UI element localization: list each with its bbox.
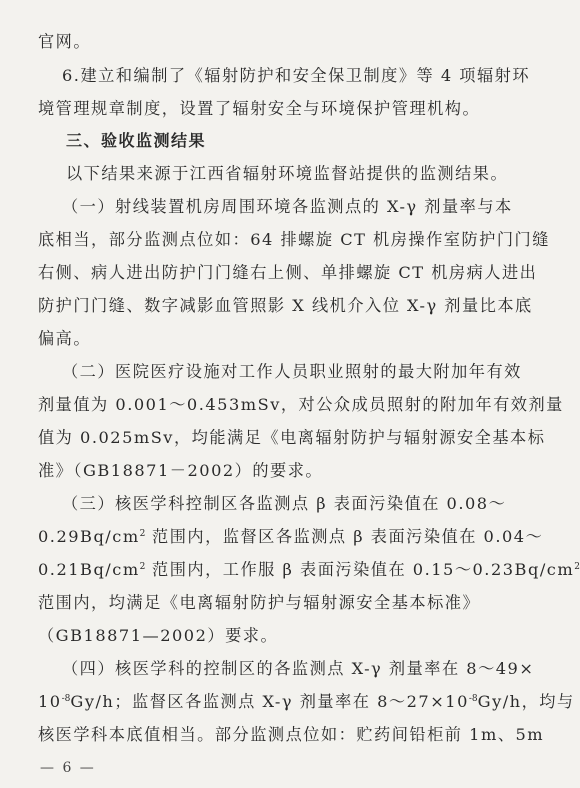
superscript: -8: [61, 694, 71, 704]
text-line: 准》（GB18871－2002）的要求。: [38, 461, 324, 480]
text-line: 境管理规章制度，设置了辐射安全与环境保护管理机构。: [38, 99, 481, 118]
text-line: 剂量值为 0.001～0.453mSv，对公众成员照射的附加年有效剂量: [38, 395, 564, 414]
section-heading: 三、验收监测结果: [66, 131, 207, 150]
text-segment: 范围内，工作服 β 表面污染值在 0.15～0.23Bq/cm: [145, 560, 575, 579]
text-line: 值为 0.025mSv，均能满足《电离辐射防护与辐射源安全基本标: [38, 428, 546, 447]
text-line: [38, 562, 580, 578]
superscript: 2: [574, 562, 580, 572]
text-line: 底相当，部分监测点位如：64 排螺旋 CT 机房操作室防护门门缝: [38, 230, 550, 249]
superscript: 2: [139, 562, 146, 572]
text-line: 范围内，均满足《电离辐射防护与辐射源安全基本标准》: [38, 593, 481, 612]
text-segment: Gy/h；监督区各监测点 X-γ 剂量率在 8～27×10: [70, 692, 469, 711]
text-line: 防护门门缝、数字减影血管照影 X 线机介入位 X-γ 剂量比本底: [38, 296, 533, 315]
text-line: 右侧、病人进出防护门门缝右上侧、单排螺旋 CT 机房病人进出: [38, 263, 538, 282]
text-line: [38, 694, 575, 710]
text-line: （二）医院医疗设施对工作人员职业照射的最大附加年有效: [62, 362, 522, 381]
text-segment: 10: [38, 692, 62, 711]
text-line: 6.建立和编制了《辐射防护和安全保卫制度》等 4 项辐射环: [62, 66, 531, 85]
text-line: （四）核医学科的控制区的各监测点 X-γ 剂量率在 8～49×: [62, 659, 535, 678]
text-line: （GB18871—2002）要求。: [38, 626, 279, 645]
text-segment: 0.21Bq/cm: [38, 560, 140, 579]
text-line: [38, 529, 543, 545]
text-line: 核医学科本底值相当。部分监测点位如：贮药间铅柜前 1m、5m: [38, 725, 545, 744]
text-line: （一）射线装置机房周围环境各监测点的 X-γ 剂量率与本: [62, 197, 513, 216]
text-line: 偏高。: [38, 329, 92, 348]
text-segment: 范围内，监督区各监测点 β 表面污染值在 0.04～: [145, 527, 544, 546]
text-line: （三）核医学科控制区各监测点 β 表面污染值在 0.08～: [62, 494, 507, 513]
text-segment: 0.29Bq/cm: [38, 527, 140, 546]
text-line: 官网。: [38, 32, 92, 51]
superscript: -8: [468, 694, 478, 704]
superscript: 2: [139, 529, 146, 539]
text-line: 以下结果来源于江西省辐射环境监督站提供的监测结果。: [66, 164, 509, 183]
page-number: — 6 —: [40, 760, 96, 776]
text-segment: Gy/h，均与: [477, 692, 575, 711]
